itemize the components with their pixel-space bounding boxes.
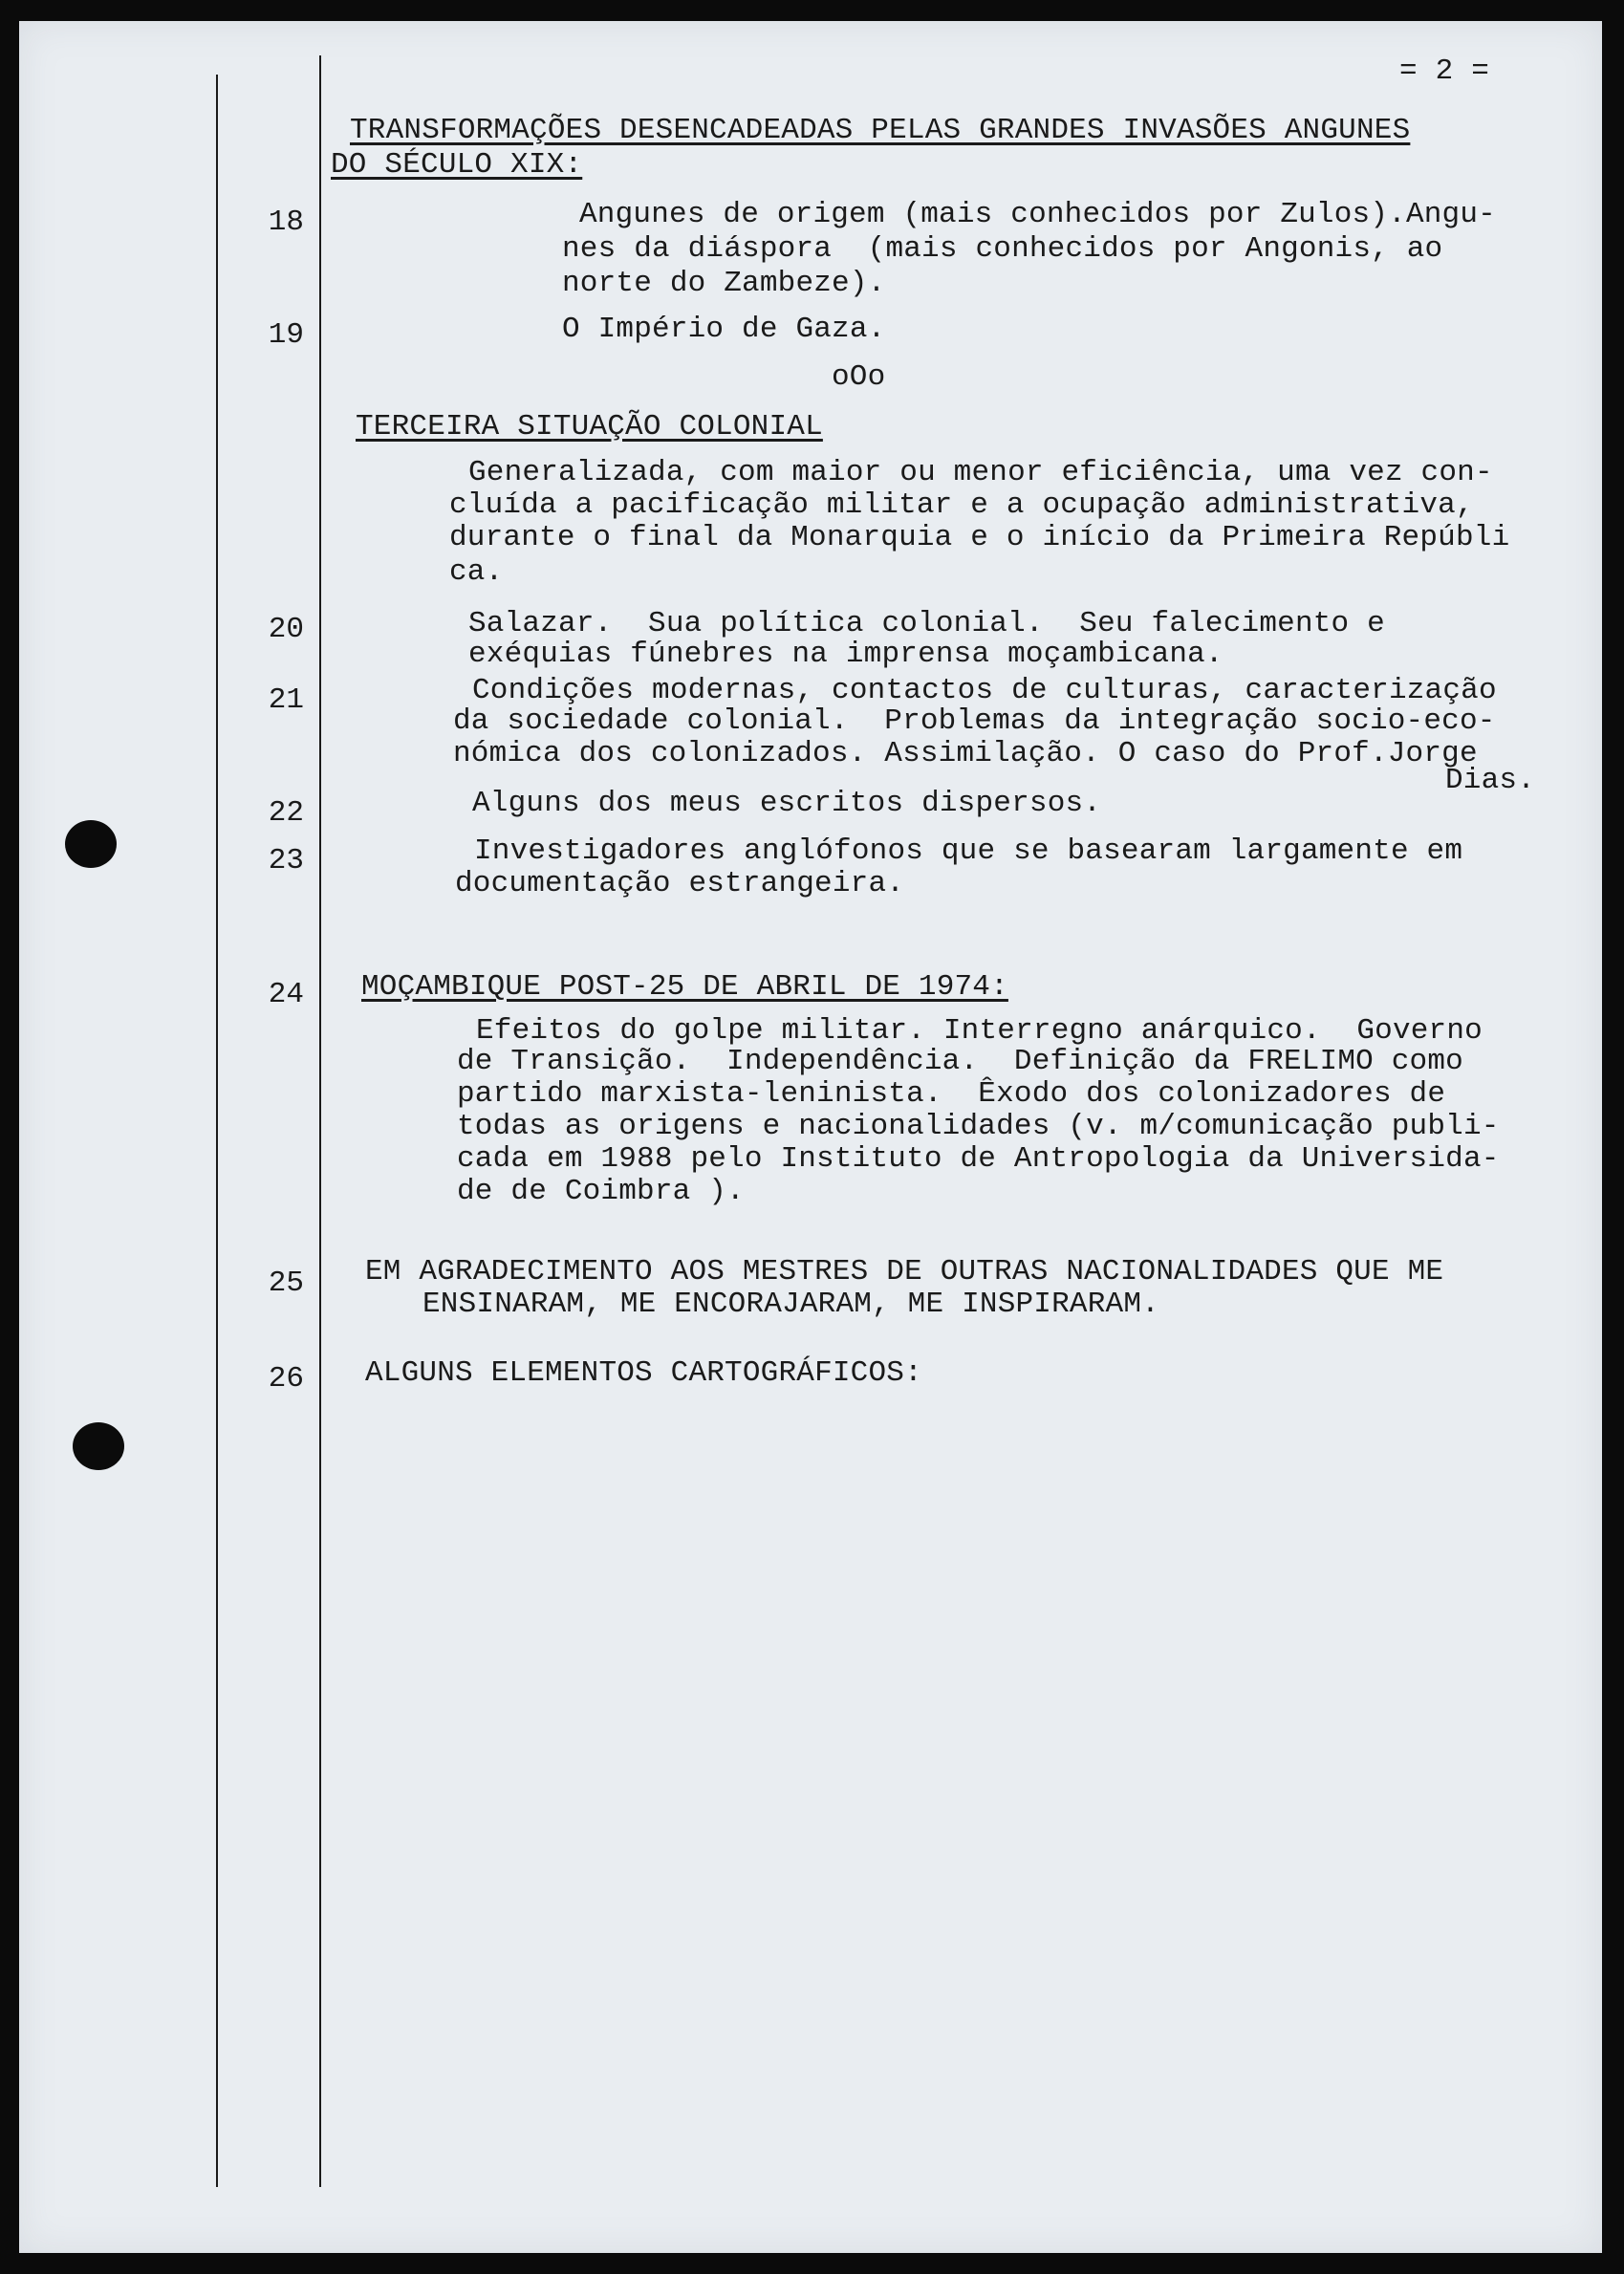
- item-number: 26: [268, 1362, 304, 1396]
- item-line: Investigadores anglófonos que se basearam largamente em: [474, 834, 1463, 868]
- inner-margin-rule: [319, 55, 321, 2187]
- item-line: nes da diáspora (mais conhecidos por Angonis, ao: [562, 232, 1443, 266]
- intro-line: Generalizada, com maior ou menor eficiência, uma vez con-: [468, 456, 1493, 489]
- item-line: Condições modernas, contactos de culturas, caracterização: [472, 674, 1497, 707]
- section-heading: TRANSFORMAÇÕES DESENCADEADAS PELAS GRANDES INVASÕES ANGUNES: [350, 114, 1411, 147]
- item-line: exéquias fúnebres na imprensa moçambicana.: [468, 638, 1223, 671]
- intro-line: cluída a pacificação militar e a ocupação administrativa,: [449, 488, 1474, 522]
- item-number: 23: [268, 844, 304, 877]
- item-number: 22: [268, 796, 304, 830]
- item-number: 21: [268, 683, 304, 717]
- item-number: 25: [268, 1267, 304, 1300]
- item-line: Alguns dos meus escritos dispersos.: [472, 787, 1102, 820]
- body-line: cada em 1988 pelo Instituto de Antropologia da Universida-: [457, 1142, 1500, 1176]
- body-line: todas as origens e nacionalidades (v. m/comunicação publi-: [457, 1110, 1500, 1143]
- item-line: Angunes de origem (mais conhecidos por Zulos).Angu-: [579, 198, 1496, 231]
- body-line: de Transição. Independência. Definição da FRELIMO como: [457, 1045, 1463, 1078]
- section-heading: MOÇAMBIQUE POST-25 DE ABRIL DE 1974:: [361, 970, 1008, 1004]
- item-line: Salazar. Sua política colonial. Seu falecimento e: [468, 607, 1385, 640]
- item-number: 20: [268, 613, 304, 646]
- body-line: ENSINARAM, ME ENCORAJARAM, ME INSPIRARAM.: [422, 1288, 1159, 1321]
- item-line: norte do Zambeze).: [562, 267, 886, 300]
- item-line: da sociedade colonial. Problemas da integração socio-eco-: [453, 704, 1496, 738]
- item-line: nómica dos colonizados. Assimilação. O caso do Prof.Jorge: [453, 737, 1478, 770]
- item-line: Dias.: [1445, 764, 1536, 797]
- body-line: EM AGRADECIMENTO AOS MESTRES DE OUTRAS NACIONALIDADES QUE ME: [365, 1255, 1444, 1289]
- left-margin-rule: [216, 75, 218, 2187]
- section-heading: DO SÉCULO XIX:: [331, 148, 583, 182]
- page-number: = 2 =: [1399, 54, 1490, 88]
- body-line: Efeitos do golpe militar. Interregno anárquico. Governo: [476, 1014, 1483, 1048]
- item-number: 24: [268, 978, 304, 1011]
- body-line: de de Coimbra ).: [457, 1175, 745, 1208]
- item-line: O Império de Gaza.: [562, 313, 886, 346]
- intro-line: durante o final da Monarquia e o início da Primeira Repúbli: [449, 521, 1510, 554]
- item-line: documentação estrangeira.: [455, 867, 905, 900]
- intro-line: ca.: [449, 555, 504, 589]
- separator: oOo: [832, 360, 886, 394]
- punch-hole-top: [65, 820, 117, 868]
- section-heading: TERCEIRA SITUAÇÃO COLONIAL: [356, 410, 823, 444]
- item-number: 19: [268, 318, 304, 352]
- body-line: ALGUNS ELEMENTOS CARTOGRÁFICOS:: [365, 1356, 922, 1390]
- item-number: 18: [268, 206, 304, 239]
- document-page: [19, 21, 1602, 2253]
- punch-hole-bottom: [73, 1422, 124, 1470]
- body-line: partido marxista-leninista. Êxodo dos colonizadores de: [457, 1077, 1446, 1111]
